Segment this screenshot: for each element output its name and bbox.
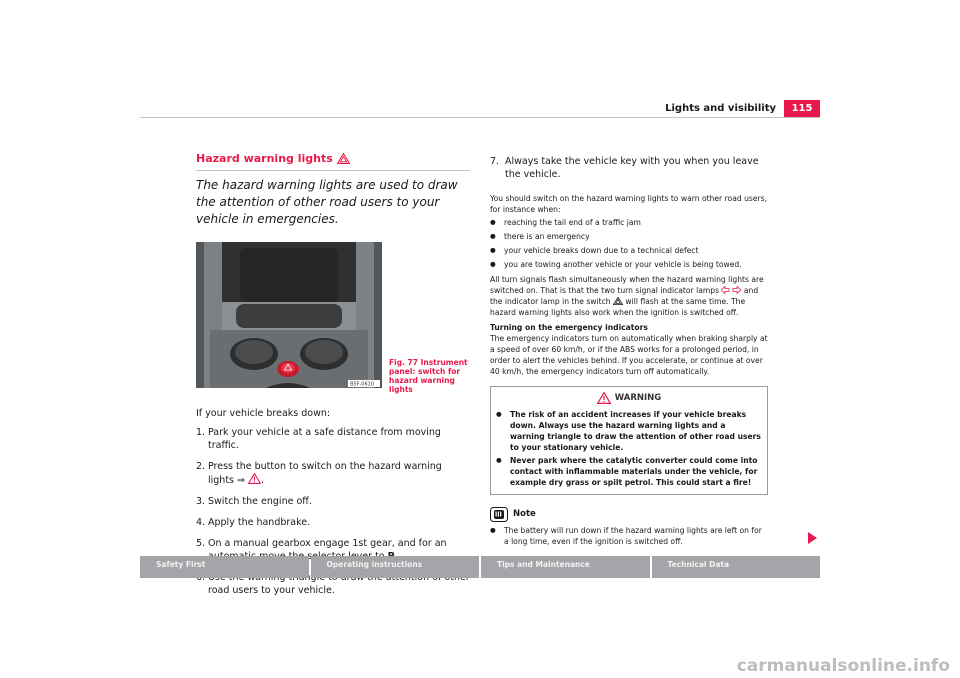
turn-signal-arrows-icon	[721, 286, 741, 294]
right-column	[490, 155, 768, 550]
step-7: 7. Always take the vehicle key with you when you leave the vehicle.	[490, 156, 759, 180]
note-hand-icon	[490, 507, 508, 522]
body-text	[490, 193, 768, 377]
list-item: ● your vehicle breaks down due to a technical defect	[490, 245, 768, 256]
note-block	[490, 507, 768, 547]
list-item: 4. Apply the handbrake.	[196, 517, 311, 528]
figure-caption: Fig. 77 Instrument panel: switch for hazard warning lights	[389, 358, 468, 394]
console-photo	[196, 242, 382, 388]
when-list	[490, 217, 768, 270]
when-intro: You should switch on the hazard warning lights to warn other road users, for instance when:	[490, 194, 768, 214]
list-item: 3. Switch the engine off.	[196, 496, 312, 507]
warning-triangle-icon	[248, 473, 261, 484]
list-item: road users to your vehicle.	[208, 585, 335, 596]
note-list	[490, 525, 768, 547]
list-item: ● Never park where the catalytic converter could come into contact with inflammable materials under the vehicle, for example dry grass or spilt petrol. This could start a fire!	[496, 455, 762, 488]
footer-nav	[140, 556, 820, 578]
hazard-triangle-icon	[337, 153, 350, 164]
section-intro: The hazard warning lights are used to draw the attention of other road users to your vehicle in emergencies.	[196, 178, 458, 226]
list-item: 2. Press the button to switch on the hazard warning lights ⇒ .	[196, 461, 442, 486]
tab-safety-first[interactable]: Safety First	[140, 556, 309, 578]
list-item: ● The risk of an accident increases if your vehicle breaks down. Always use the hazard warning lights and a warning triangle to draw the attention of other road users to your stationary vehicle.	[496, 409, 762, 453]
section-title: Hazard warning lights	[196, 152, 470, 171]
emergency-heading: Turning on the emergency indicators	[490, 323, 648, 332]
turn-signal-paragraph: All turn signals flash simultaneously when the hazard warning lights are switched on. That is that the two turn signal indicator lamps and the indicator lamp in the switch will flash at the same time. The hazard warning lights also work when the ignition is switched off.	[490, 275, 764, 317]
list-item: 1. Park your vehicle at a safe distance from moving traffic.	[196, 427, 441, 451]
list-item: ● there is an emergency	[490, 231, 768, 242]
left-column	[196, 152, 470, 605]
note-heading: Note	[490, 507, 768, 522]
warning-box	[490, 386, 768, 495]
header-rule	[140, 117, 820, 118]
figure-77	[196, 242, 470, 394]
list-item: ● you are towing another vehicle or your vehicle is being towed.	[490, 259, 768, 270]
figure-code: B5F-0610	[350, 381, 375, 388]
hazard-switch-icon	[613, 297, 623, 305]
next-page-arrow-icon[interactable]	[808, 532, 817, 544]
list-item: 5. On a manual gearbox engage 1st gear, and for an	[196, 538, 447, 549]
warning-triangle-icon	[597, 392, 611, 404]
page-number: 115	[784, 100, 820, 118]
tab-technical-data[interactable]: Technical Data	[652, 556, 821, 578]
tab-operating-instructions[interactable]: Operating instructions	[311, 556, 480, 578]
page-header	[140, 100, 820, 118]
list-item: ● reaching the tail end of a traffic jam	[490, 217, 768, 228]
tab-tips-and-maintenance[interactable]: Tips and Maintenance	[481, 556, 650, 578]
steps-intro: If your vehicle breaks down:	[196, 408, 331, 419]
running-header: Lights and visibility	[665, 103, 776, 114]
warning-heading: WARNING	[496, 392, 762, 404]
list-item: ● The battery will run down if the hazard warning lights are left on for a long time, even if the ignition is switched off.	[490, 525, 768, 547]
warning-list	[496, 409, 762, 488]
emergency-text: The emergency indicators turn on automatically when braking sharply at a speed of over 60 km/h, or if the ABS works for a prolonged period, in order to alert the vehicles behind. If you accelerate, or continue at over 40 km/h, the emergency indicators turn off automatically.	[490, 334, 768, 376]
watermark: carmanualsonline.info	[736, 656, 950, 676]
